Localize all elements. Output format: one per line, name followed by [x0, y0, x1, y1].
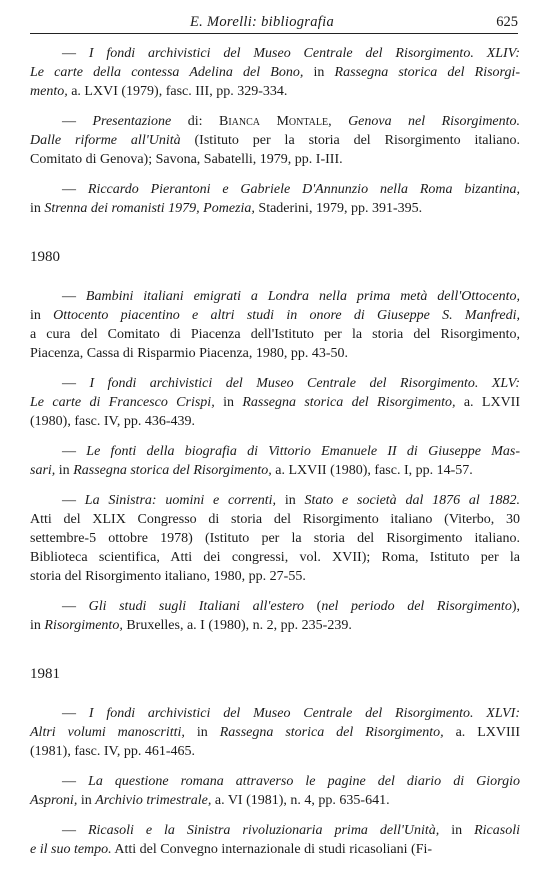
text-run: — — [62, 114, 93, 129]
text-run: (Istituto per la storia del Risorgimento italiano. — [180, 133, 520, 148]
text-run: in — [184, 725, 220, 740]
text-run: di: — [171, 114, 219, 129]
text-run: — — [62, 376, 90, 391]
italic-text: Bambini italiani emigrati a Londra nella prima metà dell'Ottocento, — [85, 289, 521, 304]
text-run: in — [30, 618, 45, 633]
text-run: Bruxelles, a. I (1980), n. 2, pp. 235-239. — [122, 618, 352, 633]
bibliography-entry — [30, 597, 520, 635]
italic-text: I fondi archivistici del Museo Centrale del Risorgimento. XLIV: — [88, 46, 520, 61]
italic-text: I fondi archivistici del Museo Centrale del Risorgimento. XLV: — [89, 376, 521, 391]
entry-line — [30, 704, 520, 723]
entry-line — [30, 791, 520, 810]
text-run: ), — [511, 599, 520, 614]
entry-line — [30, 180, 520, 199]
entry-line — [30, 567, 520, 586]
italic-text: Archivio trimestrale, — [95, 793, 212, 808]
italic-text: nel periodo del Risorgimento — [321, 599, 512, 614]
text-run: in — [30, 201, 45, 216]
entry-line — [30, 461, 520, 480]
bibliography-entry — [30, 491, 520, 586]
italic-text: Presentazione — [92, 114, 172, 129]
text-run: — — [62, 444, 87, 459]
entry-line — [30, 442, 520, 461]
bibliography-entry — [30, 287, 520, 363]
year-heading: 1981 — [30, 666, 60, 682]
italic-text: Stato e società dal 1876 al 1882. — [304, 493, 521, 508]
running-header — [30, 10, 518, 32]
text-run: — — [62, 289, 86, 304]
bibliography-entry — [30, 374, 520, 431]
entry-line — [30, 529, 520, 548]
entry-line — [30, 287, 520, 306]
italic-text: Le carte della contessa Adelina del Bono, — [30, 65, 304, 80]
text-run: — — [62, 493, 85, 508]
italic-text: Dalle riforme all'Unità — [30, 133, 181, 148]
text-run: a. LXVIII — [443, 725, 520, 740]
bibliography-entry — [30, 772, 520, 810]
entry-line — [30, 393, 520, 412]
text-run: ( — [304, 599, 322, 614]
page-number: 625 — [496, 14, 518, 30]
text-run: in — [55, 463, 74, 478]
italic-text: Ricasoli — [474, 823, 520, 838]
entry-line — [30, 63, 520, 82]
bibliography-entry — [30, 704, 520, 761]
bibliography-entry — [30, 180, 520, 218]
text-run: a. LXVII (1980), fasc. I, pp. 14-57. — [271, 463, 473, 478]
entry-line — [30, 199, 520, 218]
text-run: — — [62, 706, 89, 721]
entry-line — [30, 742, 520, 761]
entry-line — [30, 616, 520, 635]
entry-line — [30, 412, 520, 431]
text-run: Biblioteca scientifica, Atti dei congressi, vol. XVII); Roma, Istituto per la — [30, 550, 520, 565]
text-run: (1981), fasc. IV, pp. 461-465. — [30, 744, 195, 759]
entry-line — [30, 306, 520, 325]
bibliography-body — [30, 44, 520, 870]
text-run: a. LXVII — [455, 395, 520, 410]
text-run: Atti del XLIX Congresso di storia del Risorgimento italiano (Viterbo, 30 — [30, 512, 520, 527]
entry-line — [30, 44, 520, 63]
text-run: (1980), fasc. IV, pp. 436-439. — [30, 414, 195, 429]
italic-text: e il suo tempo. — [30, 842, 112, 857]
text-run: Atti del Convegno internazionale di studi ricasoliani (Fi- — [111, 842, 433, 857]
running-title: E. Morelli: bibliografia — [190, 14, 335, 30]
text-run: in — [276, 493, 305, 508]
entry-line — [30, 491, 520, 510]
entry-line — [30, 840, 520, 859]
italic-text: Riccardo Pierantoni e Gabriele D'Annunzio nella Roma bizantina, — [87, 182, 520, 197]
text-run: Comitato di Genova); Savona, Sabatelli, 1979, pp. I-III. — [30, 152, 343, 167]
text-run: — — [62, 599, 89, 614]
text-run — [332, 114, 348, 129]
text-run: in — [303, 65, 335, 80]
bibliography-entry — [30, 44, 520, 101]
text-run: — — [62, 182, 88, 197]
text-run: in — [214, 395, 243, 410]
italic-text: mento, — [30, 84, 68, 99]
italic-text: Strenna dei romanisti 1979, Pomezia, — [44, 201, 255, 216]
entry-line — [30, 131, 520, 150]
italic-text: Le carte di Francesco Crispi, — [30, 395, 215, 410]
italic-text: Genova nel Risorgimento. — [348, 114, 521, 129]
text-run: settembre-5 ottobre 1978) (Istituto per la storia del Risorgimento italiano. — [30, 531, 520, 546]
text-run: storia del Risorgimento italiano, 1980, pp. 27-55. — [30, 569, 306, 584]
italic-text: La Sinistra: uomini e correnti, — [84, 493, 277, 508]
italic-text: Ottocento piacentino e altri studi in onore di Giuseppe S. Manfredi, — [53, 308, 520, 323]
entry-line — [30, 82, 520, 101]
text-run: Staderini, 1979, pp. 391-395. — [254, 201, 423, 216]
entry-line — [30, 344, 520, 363]
bibliography-entry — [30, 112, 520, 169]
text-run: a. LXVI (1979), fasc. III, pp. 329-334. — [67, 84, 288, 99]
text-run: — — [62, 823, 88, 838]
year-heading: 1980 — [30, 249, 60, 265]
italic-text: Le fonti della biografia di Vittorio Emanuele II di Giuseppe Mas- — [86, 444, 521, 459]
entry-line — [30, 112, 520, 131]
bibliography-entry — [30, 821, 520, 859]
bibliography-entry — [30, 442, 520, 480]
italic-text: Ricasoli e la Sinistra rivoluzionaria prima dell'Unità, — [87, 823, 440, 838]
italic-text: Rassegna storica del Risorgi- — [334, 65, 521, 80]
entry-line — [30, 723, 520, 742]
italic-text: Risorgimento, — [44, 618, 123, 633]
italic-text: Rassegna storica del Risorgimento, — [73, 463, 272, 478]
text-run: a cura del Comitato di Piacenza dell'Istituto per la storia del Risorgimento, — [30, 327, 520, 342]
entry-line — [30, 597, 520, 616]
text-run: in — [30, 308, 54, 323]
entry-line — [30, 510, 520, 529]
entry-line — [30, 772, 520, 791]
italic-text: Rassegna storica del Risorgimento, — [242, 395, 456, 410]
text-run: a. VI (1981), n. 4, pp. 635-641. — [211, 793, 390, 808]
italic-text: Altri volumi manoscritti, — [30, 725, 185, 740]
italic-text: sari, — [30, 463, 56, 478]
text-run: in — [439, 823, 475, 838]
text-run: Piacenza, Cassa di Risparmio Piacenza, 1980, pp. 43-50. — [30, 346, 349, 361]
italic-text: Asproni, — [30, 793, 78, 808]
entry-line — [30, 150, 520, 169]
entry-line — [30, 548, 520, 567]
text-run: in — [77, 793, 96, 808]
entry-line — [30, 374, 520, 393]
italic-text: I fondi archivistici del Museo Centrale del Risorgimento. XLVI: — [88, 706, 520, 721]
header-rule — [30, 33, 518, 34]
text-run: — — [62, 774, 89, 789]
entry-line — [30, 325, 520, 344]
italic-text: La questione romana attraverso le pagine del diario di Giorgio — [88, 774, 521, 789]
italic-text: Rassegna storica del Risorgimento, — [219, 725, 444, 740]
text-run: — — [62, 46, 89, 61]
author-name: Bianca Montale, — [218, 114, 332, 129]
italic-text: Gli studi sugli Italiani all'estero — [88, 599, 305, 614]
